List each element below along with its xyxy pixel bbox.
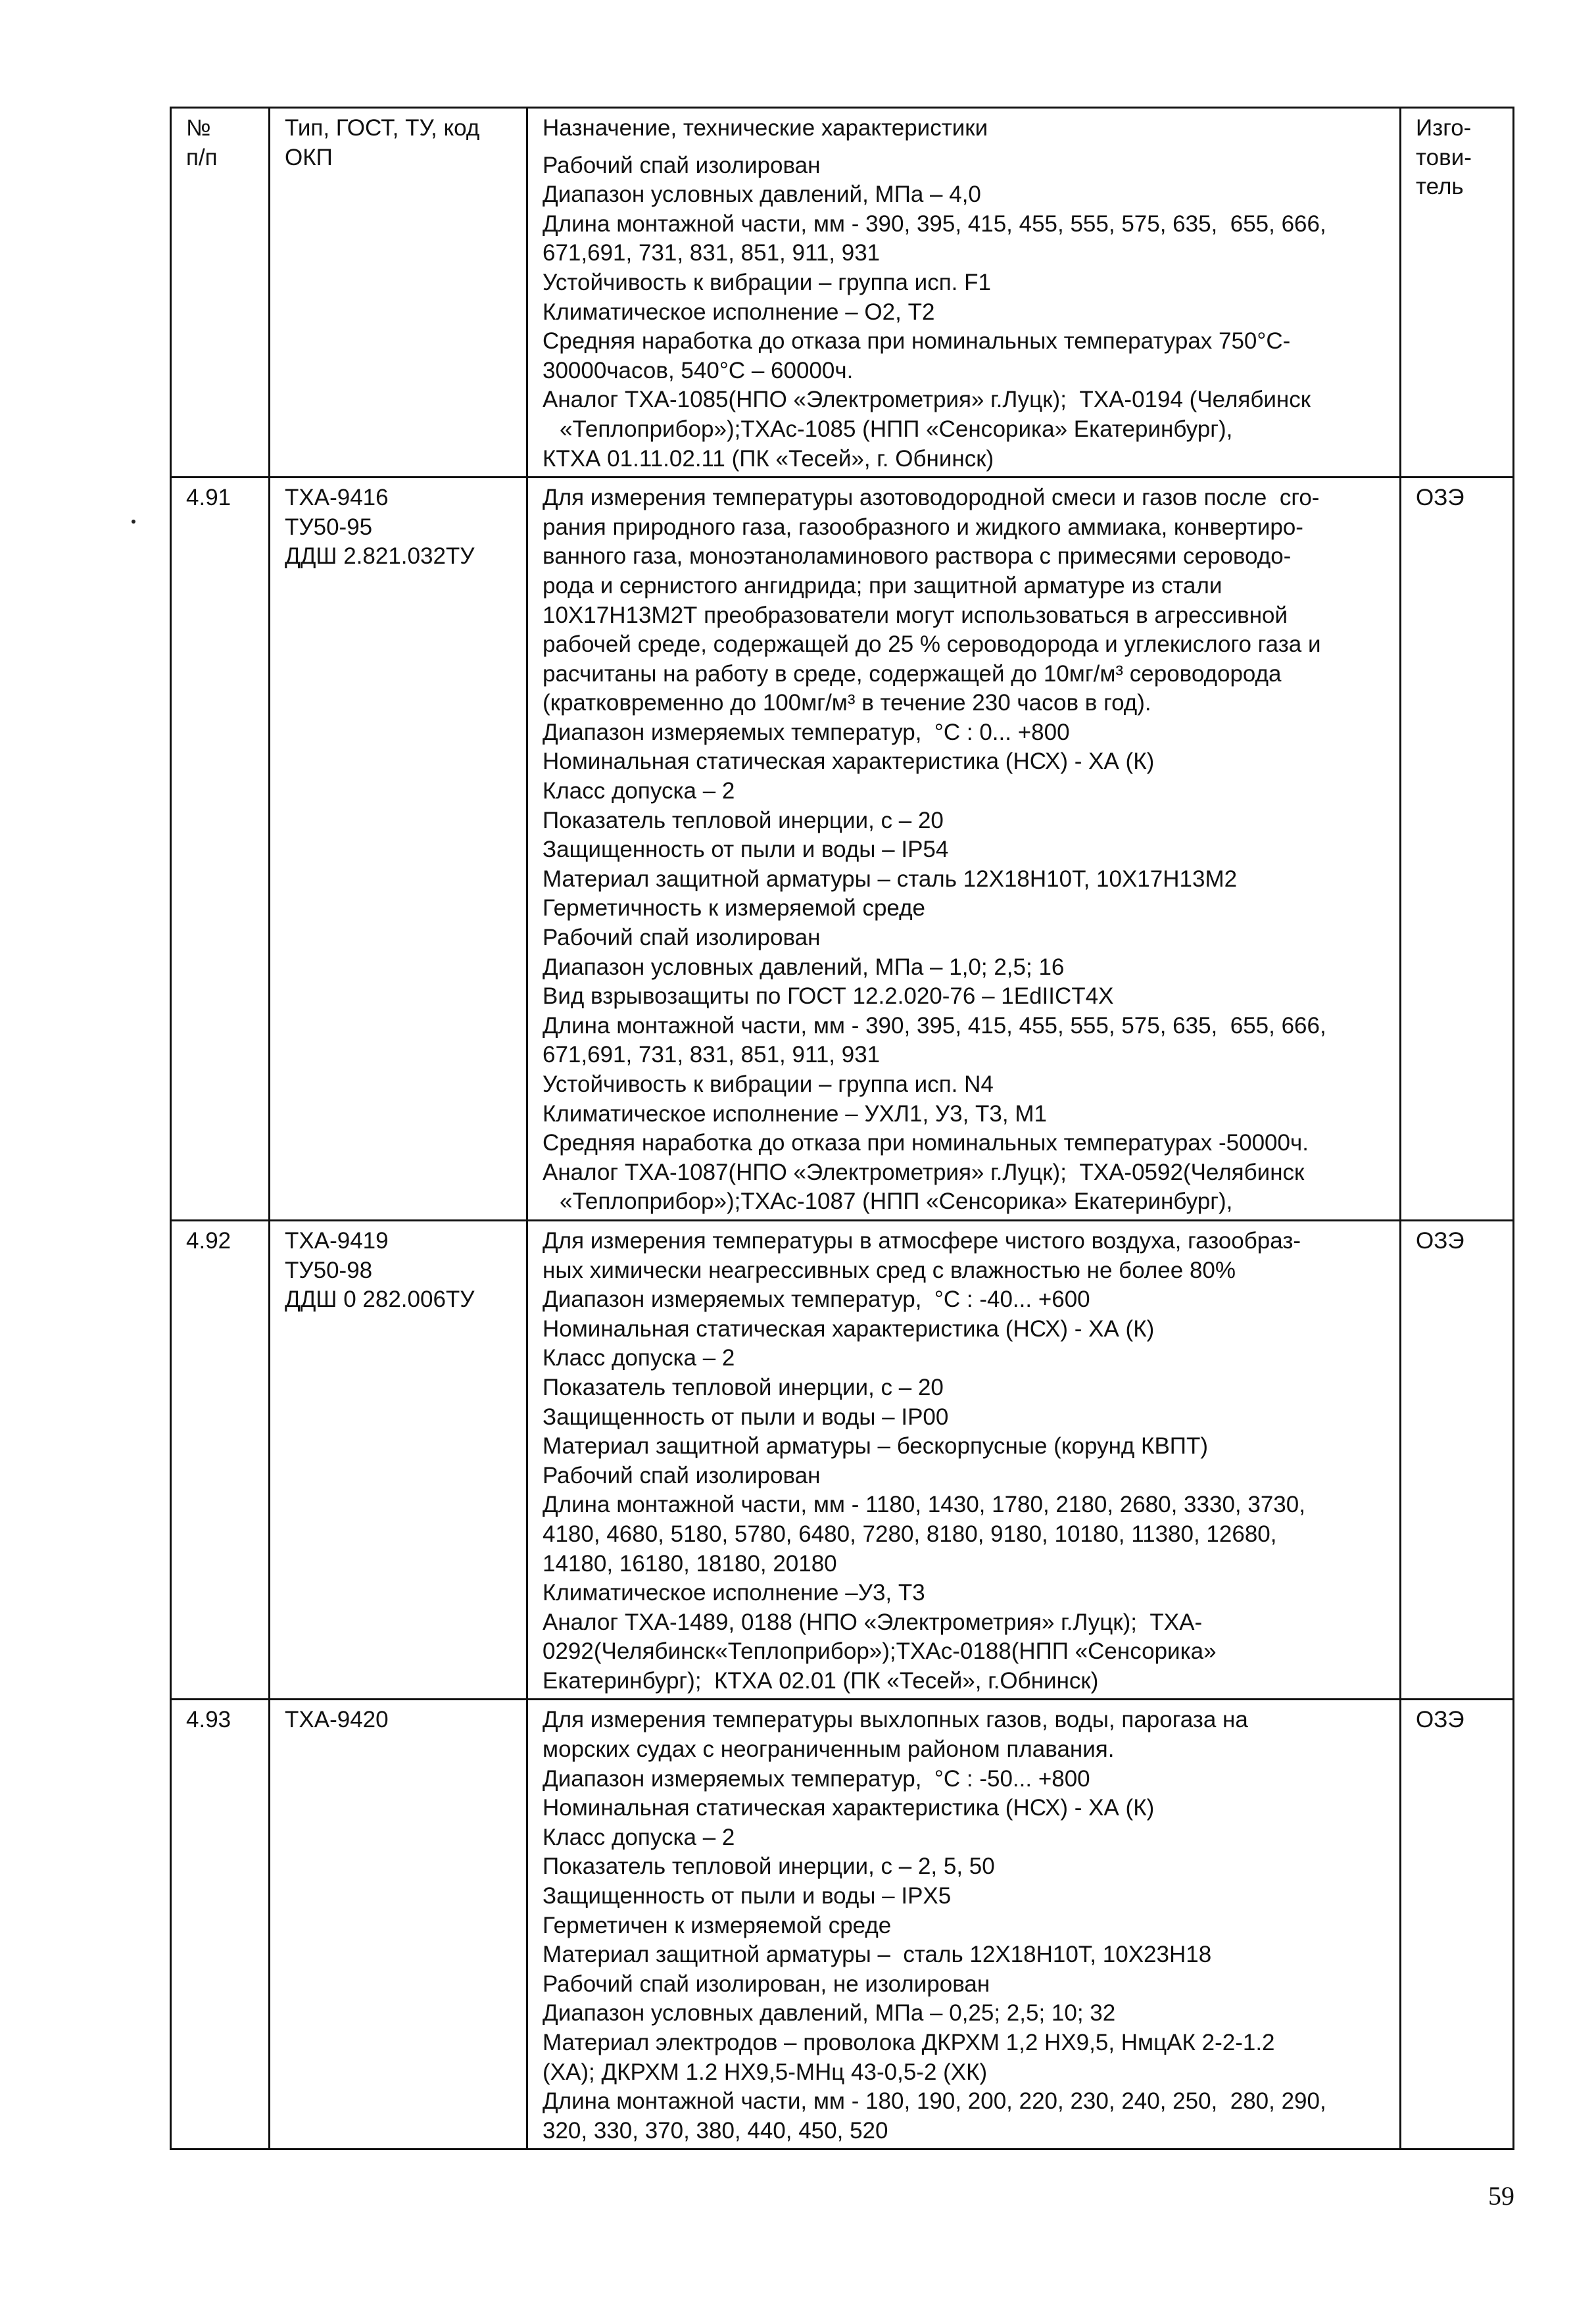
row-type-cell	[270, 1700, 527, 2149]
header-maker-text: Изго- тови- тель	[1416, 115, 1472, 200]
description-line: Для измерения температуры азотоводородной смеси и газов после сго-	[543, 485, 1320, 511]
description-line: Аналог ТХА-1489, 0188 (НПО «Электрометрия» г.Луцк); ТХА-	[543, 1609, 1203, 1635]
description-line: Длина монтажной части, мм - 180, 190, 200, 220, 230, 240, 250, 280, 290,	[543, 2088, 1326, 2115]
row-description-cell	[527, 478, 1401, 1221]
description-line: рания природного газа, газообразного и жидкого аммиака, конвертиро-	[543, 514, 1303, 540]
description-line: Диапазон условных давлений, МПа – 4,0	[543, 182, 981, 208]
description-line: Средняя наработка до отказа при номинальных температурах 750°С-	[543, 328, 1291, 355]
description-line: «Теплоприбор»);ТХАс-1087 (НПП «Сенсорика» Екатеринбург),	[560, 1189, 1233, 1215]
description-line: Номинальная статическая характеристика (НСХ) - ХА (К)	[543, 1795, 1155, 1821]
description-line: Диапазон измеряемых температур, °С : -40... +600	[543, 1287, 1090, 1313]
description-line: Аналог ТХА-1087(НПО «Электрометрия» г.Луцк); ТХА-0592(Челябинск	[543, 1159, 1305, 1185]
description-line: Для измерения температуры выхлопных газов, воды, парогаза на	[543, 1707, 1248, 1733]
description-line: рода и сернистого ангидрида; при защитной арматуре из стали	[543, 572, 1222, 599]
description-line: Климатическое исполнение – О2, Т2	[543, 299, 935, 325]
description-line: Герметичность к измеряемой среде	[543, 895, 926, 921]
type-line: ДДШ 2.821.032ТУ	[285, 543, 475, 570]
row-number: 4.92	[171, 1220, 270, 1700]
table-row	[171, 1220, 1514, 1700]
description-line: Рабочий спай изолирован, не изолирован	[543, 1971, 990, 1997]
description-line: Класс допуска – 2	[543, 1345, 735, 1371]
description-line: Устойчивость к вибрации – группа исп. F1	[543, 269, 991, 295]
description-line: Класс допуска – 2	[543, 778, 735, 804]
description-line: Материал защитной арматуры – бескорпусные (корунд КВПТ)	[543, 1433, 1208, 1460]
description-line: 4180, 4680, 5180, 5780, 6480, 7280, 8180, 9180, 10180, 11380, 12680,	[543, 1521, 1277, 1547]
description-line: Герметичен к измеряемой среде	[543, 1912, 892, 1938]
description-line: Показатель тепловой инерции, с – 20	[543, 807, 944, 833]
header-type	[270, 108, 527, 478]
description-line: 10Х17Н13М2Т преобразователи могут использоваться в агрессивной	[543, 602, 1288, 628]
description-line: Средняя наработка до отказа при номинальных температурах -50000ч.	[543, 1130, 1309, 1156]
header-maker	[1401, 108, 1514, 478]
row-maker: ОЗЭ	[1401, 1700, 1514, 2149]
description-line: Рабочий спай изолирован	[543, 1462, 821, 1488]
description-line: Вид взрывозащиты по ГОСТ 12.2.020-76 – 1ЕdIICT4X	[543, 983, 1114, 1010]
description-line: Номинальная статическая характеристика (НСХ) - ХА (К)	[543, 749, 1155, 775]
header-type-text: Тип, ГОСТ, ТУ, код ОКП	[285, 115, 480, 170]
description-line: Рабочий спай изолирован	[543, 925, 821, 951]
description-line: Материал защитной арматуры – сталь 12Х18Н10Т, 10Х23Н18	[543, 1942, 1212, 1968]
description-line: Защищенность от пыли и воды – IP00	[543, 1404, 949, 1430]
type-line: ТХА-9416	[285, 485, 389, 511]
description-line: Показатель тепловой инерции, с – 2, 5, 50	[543, 1854, 995, 1880]
description-line: Защищенность от пыли и воды – IP54	[543, 837, 949, 863]
row-number: 4.91	[171, 478, 270, 1221]
row-number: 4.93	[171, 1700, 270, 2149]
header-description-text: Назначение, технические характеристики	[543, 115, 988, 141]
description-line: КТХА 01.11.02.11 (ПК «Тесей», г. Обнинск)	[543, 445, 994, 472]
description-line: расчитаны на работу в среде, содержащей до 10мг/м³ сероводорода	[543, 660, 1282, 687]
description-line: 30000часов, 540°С – 60000ч.	[543, 357, 854, 383]
row-description-cell	[527, 1700, 1401, 2149]
row-type-cell	[270, 1220, 527, 1700]
description-line: Климатическое исполнение –У3, Т3	[543, 1580, 925, 1606]
type-line: ДДШ 0 282.006ТУ	[285, 1287, 475, 1313]
description-line: Диапазон измеряемых температур, °С : 0... +800	[543, 719, 1070, 745]
description-line: Длина монтажной части, мм - 390, 395, 415, 455, 555, 575, 635, 655, 666,	[543, 1012, 1326, 1039]
page-number: 59	[1488, 2181, 1514, 2211]
type-line: ТУ50-95	[285, 514, 373, 540]
description-line: 671,691, 731, 831, 851, 911, 931	[543, 240, 881, 266]
description-line: 14180, 16180, 18180, 20180	[543, 1550, 837, 1577]
description-line: Екатеринбург); КТХА 02.01 (ПК «Тесей», г.Обнинск)	[543, 1667, 1099, 1694]
header-num-text: № п/п	[186, 115, 218, 170]
description-line: Длина монтажной части, мм - 390, 395, 415, 455, 555, 575, 635, 655, 666,	[543, 210, 1326, 237]
description-line: 671,691, 731, 831, 851, 911, 931	[543, 1042, 881, 1068]
description-line: (кратковременно до 100мг/м³ в течение 230 часов в год).	[543, 690, 1151, 716]
row-description-cell	[527, 1220, 1401, 1700]
description-line: морских судах с неограниченным районом плавания.	[543, 1736, 1115, 1763]
description-line: Класс допуска – 2	[543, 1824, 735, 1850]
description-line: Рабочий спай изолирован	[543, 152, 821, 178]
header-description	[527, 108, 1401, 146]
row-maker: ОЗЭ	[1401, 1220, 1514, 1700]
description-line: рабочей среде, содержащей до 25 % сероводорода и углекислого газа и	[543, 631, 1321, 658]
description-line: Защищенность от пыли и воды – IPX5	[543, 1883, 952, 1909]
description-line: Диапазон условных давлений, МПа – 0,25; 2,5; 10; 32	[543, 2000, 1116, 2026]
scan-dot	[132, 520, 135, 524]
description-line: ванного газа, моноэтаноламинового раствора с примесями сероводо-	[543, 543, 1292, 570]
continuation-description	[527, 146, 1401, 478]
type-line: ТУ50-98	[285, 1257, 373, 1283]
description-line: «Теплоприбор»);ТХАс-1085 (НПП «Сенсорика» Екатеринбург),	[560, 416, 1233, 442]
row-maker: ОЗЭ	[1401, 478, 1514, 1221]
description-line: ных химически неагрессивных сред с влажностью не более 80%	[543, 1257, 1236, 1283]
description-line: Устойчивость к вибрации – группа исп. N4	[543, 1071, 994, 1097]
description-line: Диапазон измеряемых температур, °С : -50... +800	[543, 1765, 1090, 1792]
specification-table	[170, 107, 1514, 2150]
description-line: Длина монтажной части, мм - 1180, 1430, 1780, 2180, 2680, 3330, 3730,	[543, 1492, 1305, 1518]
header-row	[171, 108, 1514, 146]
description-line: Климатическое исполнение – УХЛ1, У3, Т3, М1	[543, 1100, 1047, 1127]
description-line: (ХА); ДКРХМ 1.2 НХ9,5-МНц 43-0,5-2 (ХК)	[543, 2059, 988, 2085]
table-body	[171, 108, 1514, 2149]
type-line: ТХА-9420	[285, 1707, 389, 1733]
description-line: Диапазон условных давлений, МПа – 1,0; 2,5; 16	[543, 954, 1065, 980]
description-line: Материал защитной арматуры – сталь 12Х18Н10Т, 10Х17Н13М2	[543, 866, 1238, 892]
table-row	[171, 478, 1514, 1221]
description-line: Аналог ТХА-1085(НПО «Электрометрия» г.Луцк); ТХА-0194 (Челябинск	[543, 387, 1311, 413]
description-line: Для измерения температуры в атмосфере чистого воздуха, газообраз-	[543, 1227, 1301, 1254]
description-line: Номинальная статическая характеристика (НСХ) - ХА (К)	[543, 1315, 1155, 1342]
row-type-cell	[270, 478, 527, 1221]
description-line: Материал электродов – проволока ДКРХМ 1,2 НХ9,5, НмцАК 2-2-1.2	[543, 2030, 1275, 2055]
description-line: 320, 330, 370, 380, 440, 450, 520	[543, 2117, 888, 2144]
table-row	[171, 1700, 1514, 2149]
description-line: Показатель тепловой инерции, с – 20	[543, 1374, 944, 1400]
header-num	[171, 108, 270, 478]
type-line: ТХА-9419	[285, 1227, 389, 1254]
description-line: 0292(Челябинск«Теплоприбор»);ТХАс-0188(НПП «Сенсорика»	[543, 1638, 1217, 1665]
